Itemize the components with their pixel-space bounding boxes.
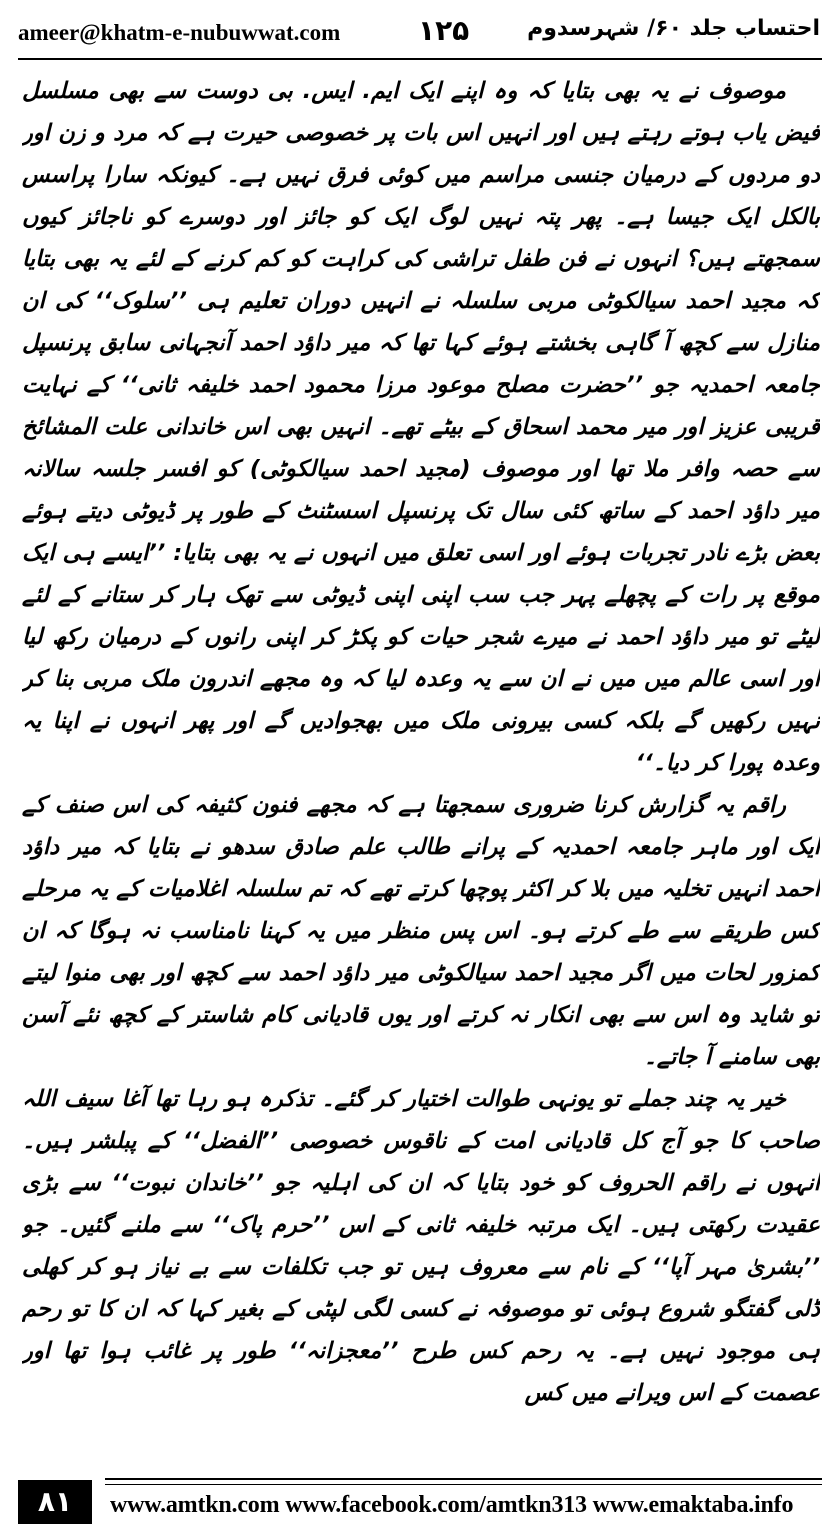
footer-page-number: ۸۱ <box>18 1480 92 1524</box>
paragraph-3: خیر یہ چند جملے تو یونہی طوالت اختیار کر گئے۔ تذکرہ ہو رہا تھا آغا سیف اللہ صاحب کا جو آج کل قادیانی امت کے ناقوس خصوصی ’’الفضل‘‘ کے پبلشر ہیں۔ انہوں نے راقم الحروف کو خود بتایا کہ ان کی اہلیہ جو ’’خاندان نبوت‘‘ سے بڑی عقیدت رکھتی ہیں۔ ایک مرتبہ خلیفہ ثانی کے اس ’’حرم پاک‘‘ سے ملنے گئیں۔ جو ’’بشریٰ مہر آپا‘‘ کے نام سے معروف ہیں تو جب تکلفات سے بے نیاز ہو کر کھلی ڈلی گفتگو شروع ہوئی تو موصوفہ نے کسی لگی لپٹی کے بغیر کہا کہ ان کا تو رحم ہی موجود نہیں ہے۔ یہ رحم کس طرح ’’معجزانہ‘‘ طور پر غائب ہوا تھا اور عصمت کے اس ویرانے میں کس <box>22 1086 820 1406</box>
footer-divider <box>105 1478 822 1480</box>
footer-divider-thin <box>105 1484 822 1485</box>
header-divider <box>18 58 822 60</box>
page-number: ۱۲۵ <box>418 14 470 47</box>
footer-links[interactable]: www.amtkn.com www.facebook.com/amtkn313 www.emaktaba.info <box>110 1492 794 1518</box>
email-address[interactable]: ameer@khatm-e-nubuwwat.com <box>18 20 341 45</box>
page-header <box>18 14 822 54</box>
book-title: احتساب جلد ۶۰/ شہرسدوم <box>527 16 820 41</box>
paragraph-2: راقم یہ گزارش کرنا ضروری سمجھتا ہے کہ مجھے فنون کثیفہ کی اس صنف کے ایک اور ماہر جامعہ احمدیہ کے پرانے طالب علم صادق سدھو نے بتایا کہ میر داؤد احمد انہیں تخلیہ میں بلا کر اکثر پوچھا کرتے تھے کہ تم سلسلہ اغلامیات کے یہ مرحلے کس طریقے سے طے کرتے ہو۔ اس پس منظر میں یہ کہنا نامناسب نہ ہوگا کہ ان کمزور لحات میں اگر مجید احمد سیالکوٹی میر داؤد احمد سے کچھ اور بھی منوا لیتے تو شاید وہ اس سے بھی انکار نہ کرتے اور یوں قادیانی کام شاستر کے کچھ نئے آسن بھی سامنے آ جاتے۔ <box>22 792 820 1070</box>
paragraph-1: موصوف نے یہ بھی بتایا کہ وہ اپنے ایک ایم. ایس. بی دوست سے بھی مسلسل فیض یاب ہوتے رہتے ہیں اور انہیں اس بات پر خصوصی حیرت ہے کہ مرد و زن اور دو مردوں کے درمیان جنسی مراسم میں کوئی فرق نہیں ہے۔ کیونکہ سارا پراسس بالکل ایک جیسا ہے۔ پھر پتہ نہیں لوگ ایک کو جائز اور دوسرے کو ناجائز کیوں سمجھتے ہیں؟ انہوں نے فن طفل تراشی کی کراہت کو کم کرنے کے لئے یہ بھی بتایا کہ مجید احمد سیالکوٹی مربی سلسلہ نے انہیں دوران تعلیم ہی ’’سلوک‘‘ کی ان منازل سے کچھ آ گاہی بخشتے ہوئے کہا تھا کہ میر داؤد احمد آنجہانی سابق پرنسپل جامعہ احمدیہ جو ’’حضرت مصلح موعود مرزا محمود احمد خلیفہ ثانی‘‘ کے نہایت قریبی عزیز اور میر محمد اسحاق کے بیٹے تھے۔ انہیں بھی اس خاندانی علت المشائخ سے حصہ وافر ملا تھا اور موصوف (مجید احمد سیالکوٹی) کو افسر جلسہ سالانہ میر داؤد احمد کے ساتھ کئی سال تک پرنسپل اسسٹنٹ کے طور پر ڈیوٹی دیتے ہوئے بعض بڑے نادر تجربات ہوئے اور اسی تعلق میں انہوں نے یہ بھی بتایا: ’’ایسے ہی ایک موقع پر رات کے پچھلے پہر جب سب اپنی اپنی ڈیوٹی سے تھک ہار کر ستانے کے لئے لیٹے تو میر داؤد احمد نے میرے شجر حیات کو پکڑ کر اپنی رانوں کے درمیان رکھ لیا اور اسی عالم میں میں نے ان سے یہ وعدہ لیا کہ وہ مجھے اندرون ملک مربی بنا کر نہیں رکھیں گے بلکہ کسی بیرونی ملک میں بھجوادیں گے اور پھر انہوں نے اپنا یہ وعدہ پورا کر دیا۔‘‘ <box>22 78 820 776</box>
body-text <box>22 70 820 1448</box>
